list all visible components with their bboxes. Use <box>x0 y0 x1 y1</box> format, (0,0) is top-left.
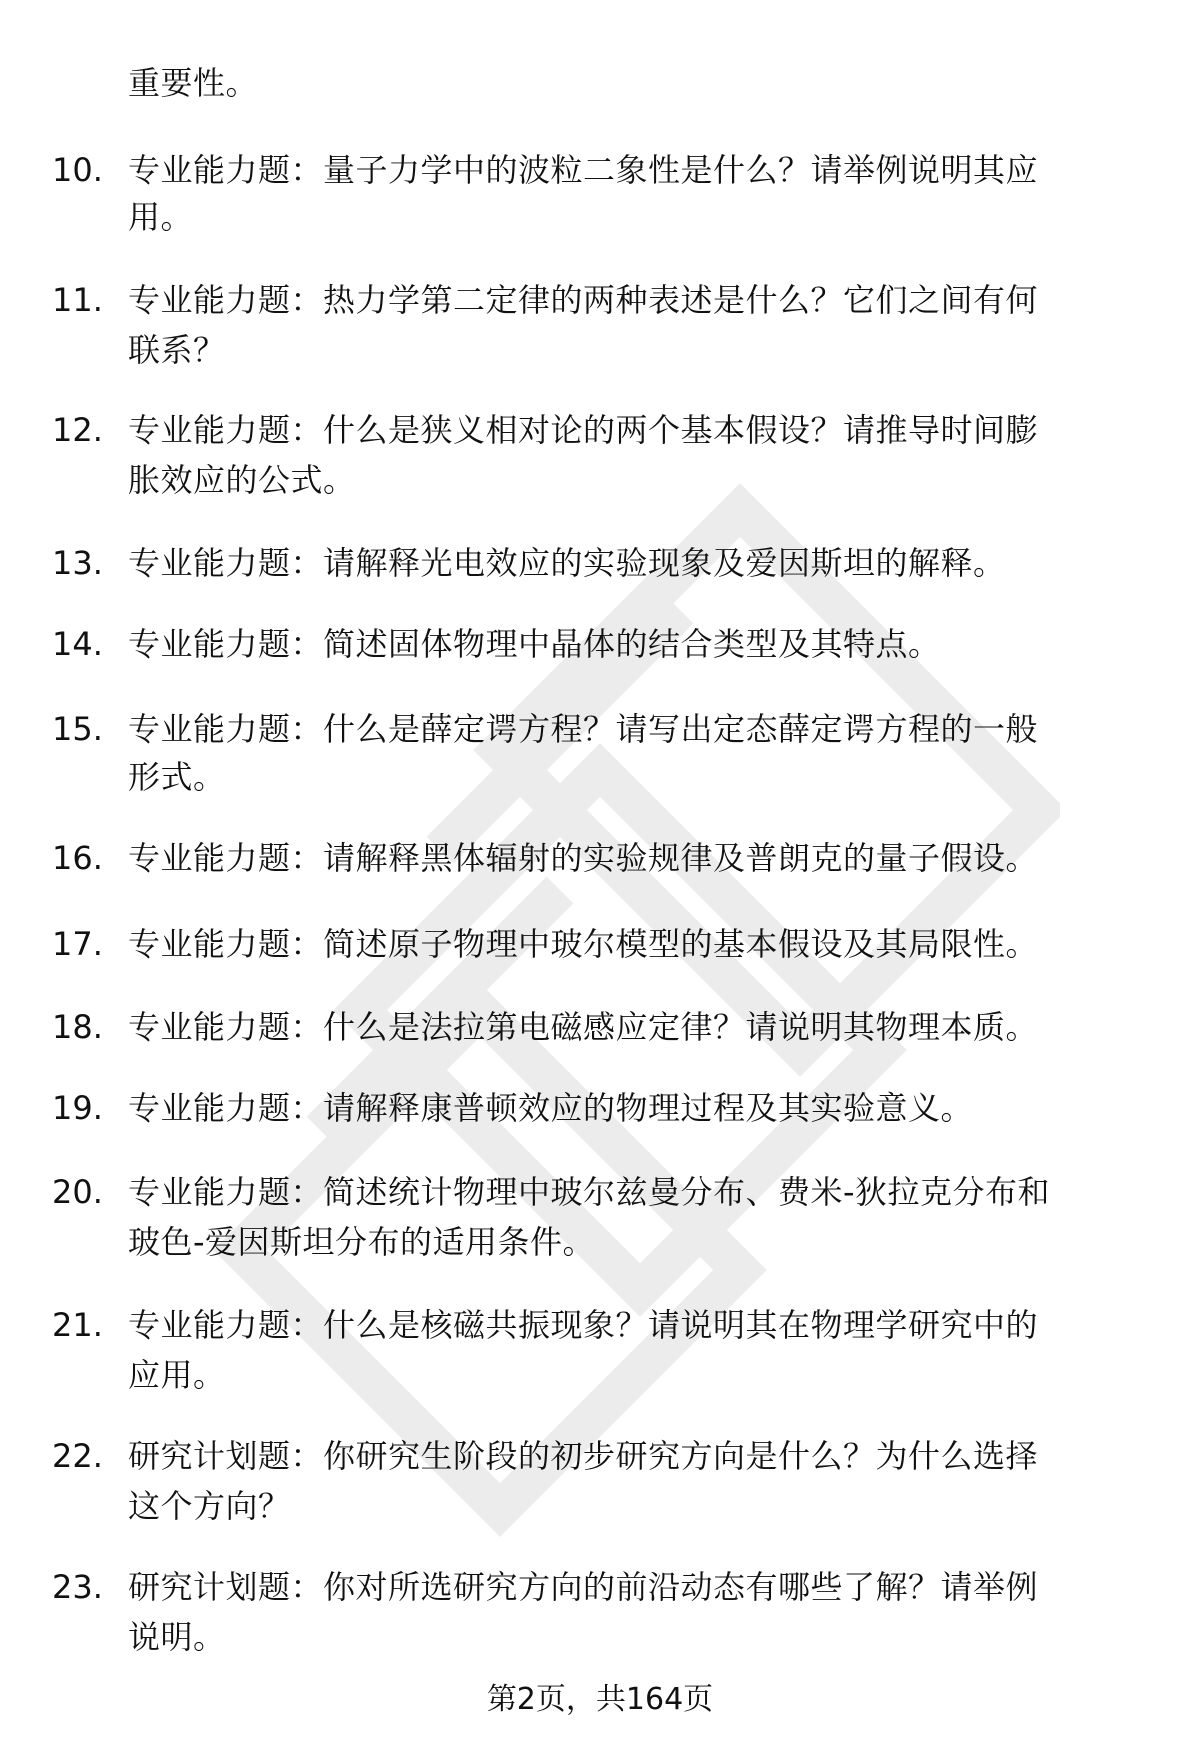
item-number: 13. <box>52 544 103 582</box>
item-text-wrap: 联系？ <box>128 331 226 369</box>
item-number: 22. <box>52 1437 103 1475</box>
item-text: 专业能力题：热力学第二定律的两种表述是什么？它们之间有何 <box>128 281 1039 319</box>
item-text-wrap: 这个方向？ <box>128 1487 291 1525</box>
item-text-wrap: 应用。 <box>128 1356 226 1394</box>
item-text: 专业能力题：量子力学中的波粒二象性是什么？请举例说明其应 <box>128 151 1039 189</box>
item-text: 专业能力题：简述固体物理中晶体的结合类型及其特点。 <box>128 625 941 663</box>
item-text: 专业能力题：请解释光电效应的实验现象及爱因斯坦的解释。 <box>128 544 1006 582</box>
item-number: 12. <box>52 411 103 449</box>
item-number: 21. <box>52 1306 103 1344</box>
item-text-wrap: 玻色-爱因斯坦分布的适用条件。 <box>128 1223 596 1261</box>
item-text: 研究计划题：你对所选研究方向的前沿动态有哪些了解？请举例 <box>128 1568 1039 1606</box>
item-number: 18. <box>52 1008 103 1046</box>
item-text: 专业能力题：什么是狭义相对论的两个基本假设？请推导时间膨 <box>128 411 1039 449</box>
item-text: 专业能力题：什么是核磁共振现象？请说明其在物理学研究中的 <box>128 1306 1039 1344</box>
item-text-wrap: 用。 <box>128 198 194 236</box>
item-text: 专业能力题：简述原子物理中玻尔模型的基本假设及其局限性。 <box>128 925 1039 963</box>
item-text: 研究计划题：你研究生阶段的初步研究方向是什么？为什么选择 <box>128 1437 1039 1475</box>
item-number: 10. <box>52 151 103 189</box>
item-text: 专业能力题：简述统计物理中玻尔兹曼分布、费米-狄拉克分布和 <box>128 1173 1051 1211</box>
item-text: 专业能力题：什么是法拉第电磁感应定律？请说明其物理本质。 <box>128 1008 1039 1046</box>
item-text-wrap: 形式。 <box>128 758 226 796</box>
item-text-wrap: 说明。 <box>128 1618 226 1656</box>
item-number: 19. <box>52 1089 103 1127</box>
item-number: 11. <box>52 281 103 319</box>
item-text: 专业能力题：什么是薛定谔方程？请写出定态薛定谔方程的一般 <box>128 710 1039 748</box>
item-number: 15. <box>52 710 103 748</box>
item-number: 14. <box>52 625 103 663</box>
item-text-wrap: 胀效应的公式。 <box>128 461 356 499</box>
item-text: 专业能力题：请解释黑体辐射的实验规律及普朗克的量子假设。 <box>128 839 1039 877</box>
item-number: 17. <box>52 925 103 963</box>
item-number: 20. <box>52 1173 103 1211</box>
item-number: 16. <box>52 839 103 877</box>
continuation-text: 重要性。 <box>128 64 259 102</box>
item-text: 专业能力题：请解释康普顿效应的物理过程及其实验意义。 <box>128 1089 974 1127</box>
item-number: 23. <box>52 1568 103 1606</box>
page-number-footer: 第2页，共164页 <box>486 1682 714 1717</box>
